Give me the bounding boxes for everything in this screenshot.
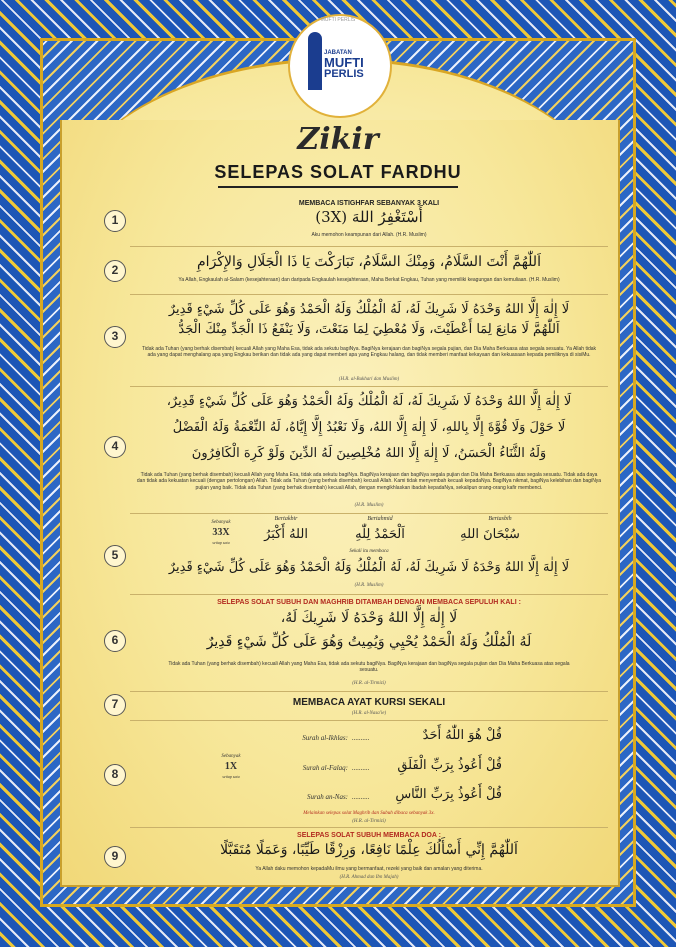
item-4-arabic-1: لَا إِلٰهَ إِلَّا اللهُ وَحْدَهُ لَا شَرِيكَ لَهُ، لَهُ الْمُلْكُ وَلَهُ الْحَمْدُ وَهُوَ عَلَى كُلِّ شَيْءٍ قَدِيرٌ، [166, 394, 572, 409]
item-2-number: 2 [104, 260, 126, 282]
title-underline [218, 186, 458, 188]
item-5-arabic-takbir: اللهُ أَكْبَرُ [264, 527, 308, 542]
item-9-translation: Ya Allah daku memohon kepadaMu ilmu yang bermanfaat, rezeki yang baik dan amalan yang diterima. [255, 866, 483, 872]
item-1-translation: Aku memohon keampunan dari Allah. (H.R. Muslim) [311, 232, 427, 238]
item-9-arabic: اَللّٰهُمَّ إِنِّي أَسْأَلُكَ عِلْمًا نَافِعًا، وَرِزْقًا طَيِّبًا، وَعَمَلًا مُتَقَبَّلًا [220, 842, 518, 858]
item-5-number: 5 [104, 545, 126, 567]
item-5-label-tahmid: Bertahmid [367, 516, 393, 522]
item-8-side-count: 1X [224, 761, 238, 772]
item-5-closing-label: Sekali itu membaca [349, 549, 389, 554]
item-8-surah-arabic-3: قُلْ أَعُوذُ بِرَبِّ النَّاسِ [395, 787, 502, 802]
item-8-surah-arabic-1: قُلْ هُوَ اللّٰهُ أَحَدٌ [422, 728, 502, 743]
item-3-ref: (H.R. al-Bukhari dan Muslim) [338, 377, 400, 382]
item-8-side-label: Sebanyak [221, 754, 241, 759]
item-5-ref: (H.R. Muslim) [354, 583, 384, 588]
divider-8 [130, 827, 608, 828]
item-5-label-takbir: Bertakbir [274, 516, 298, 522]
item-5-label-tasbih: Bertasbih [488, 516, 512, 522]
item-8-surah-dots-3: .......... [352, 793, 370, 801]
item-4-arabic-2: لَا حَوْلَ وَلَا قُوَّةَ إِلَّا بِاللهِ، لَا إِلٰهَ إِلَّا اللهُ، وَلَا نَعْبُدُ إِلَّا إِيَّاهُ، لَهُ النِّعْمَةُ وَلَهُ الْفَضْلُ [172, 420, 566, 435]
item-6-translation: Tidak ada Tuhan (yang berhak disembah) kecuali Allah yang Maha Esa, tidak ada sekutu bagiNya. BagiNya kerajaan dan bagiNya segala pujian dan Dia Maha Berkuasa atas segala sesuatu. [168, 661, 570, 674]
item-6-arabic-2: لَهُ الْمُلْكُ وَلَهُ الْحَمْدُ يُحْيِي وَيُمِيتُ وَهُوَ عَلَى كُلِّ شَيْءٍ قَدِيرٌ [206, 634, 532, 650]
item-3-number: 3 [104, 326, 126, 348]
item-6-heading: SELEPAS SOLAT SUBUH DAN MAGHRIB DITAMBAH DENGAN MEMBACA SEPULUH KALI : [217, 599, 521, 606]
item-6-number: 6 [104, 630, 126, 652]
logo-line-2: MUFTI [324, 55, 364, 70]
item-3-translation: Tidak ada Tuhan (yang berhak disembah) kecuali Allah yang Maha Esa, tidak ada sekutu bagiNya. BagiNya kerajaan dan bagiNya segala pujian, dan Dia Maha Berkuasa atas segala sesuatu. Ya Allah tidak ada yang dapat menghalang apa yang Engkau berikan dan tidak ada yang dapat memberi apa yang Engkau halang, dan tidak memberi manfaat kekayaan dan kekuasaan kepada pemiliknya di sisiMu. [141, 346, 597, 359]
item-5-side-label: Sebanyak [211, 520, 231, 525]
title-subtitle: SELEPAS SOLAT FARDHU [214, 162, 462, 182]
divider-3 [130, 386, 608, 387]
item-8-surah-name-1: Surah al-Ikhlas: [302, 734, 348, 742]
item-8-surah-dots-1: .......... [352, 734, 370, 742]
item-9-ref: (H.R. Ahmad dan Ibn Majah) [339, 875, 399, 880]
item-6-ref: (H.R. al-Tirmizi) [352, 681, 386, 686]
divider-6 [130, 691, 608, 692]
item-2-arabic: اَللّٰهُمَّ أَنْتَ السَّلَامُ، وَمِنْكَ السَّلَامُ، تَبَارَكْتَ يَا ذَا الْجَلَالِ وَالإِكْرَامِ [197, 254, 541, 270]
item-8-ref: (H.R. al-Tirmizi) [352, 819, 386, 824]
item-1-number: 1 [104, 210, 126, 232]
title-zikir: Zikir [297, 122, 379, 157]
item-4-number: 4 [104, 436, 126, 458]
item-9-number: 9 [104, 846, 126, 868]
item-3-arabic-1: لَا إِلٰهَ إِلَّا اللهُ وَحْدَهُ لَا شَرِيكَ لَهُ، لَهُ الْمُلْكُ وَلَهُ الْحَمْدُ وَهُوَ عَلَى كُلِّ شَيْءٍ قَدِيرٌ [168, 302, 570, 317]
item-7-number: 7 [104, 694, 126, 716]
logo-line-3: PERLIS [324, 68, 364, 80]
item-6-arabic-1: لَا إِلٰهَ إِلَّا اللهُ وَحْدَهُ لَا شَرِيكَ لَهُ، [280, 610, 458, 626]
logo-line-1: JABATAN [324, 50, 352, 56]
item-4-ref: (H.R. Muslim) [354, 503, 384, 508]
item-4-arabic-3: وَلَهُ الثَّنَاءُ الْحَسَنُ، لَا إِلٰهَ إِلَّا اللهُ مُخْلِصِينَ لَهُ الدِّينَ وَلَوْ كَرِهَ الْكَافِرُونَ [191, 446, 547, 461]
item-8-note: Melainkan selepas solat Maghrib dan Subuh dibaca sebanyak 3x. [303, 811, 435, 816]
divider-2 [130, 294, 608, 295]
divider-5 [130, 594, 608, 595]
item-5-side-note: setiap satu [212, 540, 230, 545]
item-7-heading: MEMBACA AYAT KURSI SEKALI [292, 697, 446, 708]
item-8-surah-dots-2: .......... [352, 764, 370, 772]
item-5-arabic-tasbih: سُبْحَانَ اللهِ [460, 527, 520, 542]
item-8-surah-arabic-2: قُلْ أَعُوذُ بِرَبِّ الْفَلَقِ [397, 758, 502, 773]
item-5-arabic-closing: لَا إِلٰهَ إِلَّا اللهُ وَحْدَهُ لَا شَرِيكَ لَهُ، لَهُ الْمُلْكُ وَلَهُ الْحَمْدُ وَهُوَ عَلَى كُلِّ شَيْءٍ قَدِيرٌ [168, 560, 570, 575]
item-1-arabic: أَسْتَغْفِرُ اللهَ (3X) [315, 208, 423, 226]
item-4-translation: Tidak ada Tuhan (yang berhak disembah) kecuali Allah yang Maha Esa, tidak ada sekutu bagiNya. BagiNya kerajaan dan bagiNya segala pujian dan Dia Maha Berkuasa atas segala sesuatu. Tidak ada daya dan tidak ada kekuatan kecuali (dengan pertolongan) Allah. Tidak ada Tuhan (yang berhak disembah) kecuali Allah. Kami tidak menyembah kecuali kepadaNya. BagiNya nikmat, bagiNya kelebihan dan bagiNya pujian yang baik. Tidak ada Tuhan (yang berhak disembah) kecuali Allah, dengan mengikhlaskan ibadah kepadaNya, sekalipun orang-orang kafir membenci. [136, 472, 602, 491]
minaret-icon [308, 32, 322, 90]
divider-4 [130, 513, 608, 514]
item-8-side-note: setiap satu [222, 774, 240, 779]
item-5-arabic-tahmid: اَلْحَمْدُ لِلّٰهِ [355, 527, 405, 542]
mufti-perlis-logo [278, 14, 398, 114]
item-9-heading: SELEPAS SOLAT SUBUH MEMBACA DOA : [297, 832, 441, 839]
item-5-side-count: 33X [212, 527, 230, 538]
item-2-translation: Ya Allah, Engkaulah al-Salam (kesejahteraan) dan daripada Engkaulah kesejahteraan, Maha Berkat Engkau, Tuhan yang memiliki keagungan dan kemuliaan. (H.R. Muslim) [178, 277, 560, 283]
logo-arc-text: MUFTI PERLIS [320, 17, 356, 23]
item-1-heading: MEMBACA ISTIGHFAR SEBANYAK 3 KALI [298, 200, 440, 207]
divider-1 [130, 246, 608, 247]
item-8-surah-name-2: Surah al-Falaq: [302, 764, 348, 772]
logo-text [324, 50, 384, 80]
item-8-surah-name-3: Surah an-Nas: [306, 793, 348, 801]
item-8-number: 8 [104, 764, 126, 786]
divider-7 [130, 720, 608, 721]
item-3-arabic-2: اَللّٰهُمَّ لَا مَانِعَ لِمَا أَعْطَيْتَ، وَلَا مُعْطِيَ لِمَا مَنَعْتَ، وَلَا يَنْفَعُ ذَا الْجَدِّ مِنْكَ الْجَدُّ [178, 322, 560, 337]
item-7-ref: (H.R. al-Nasa'ie) [351, 711, 387, 716]
